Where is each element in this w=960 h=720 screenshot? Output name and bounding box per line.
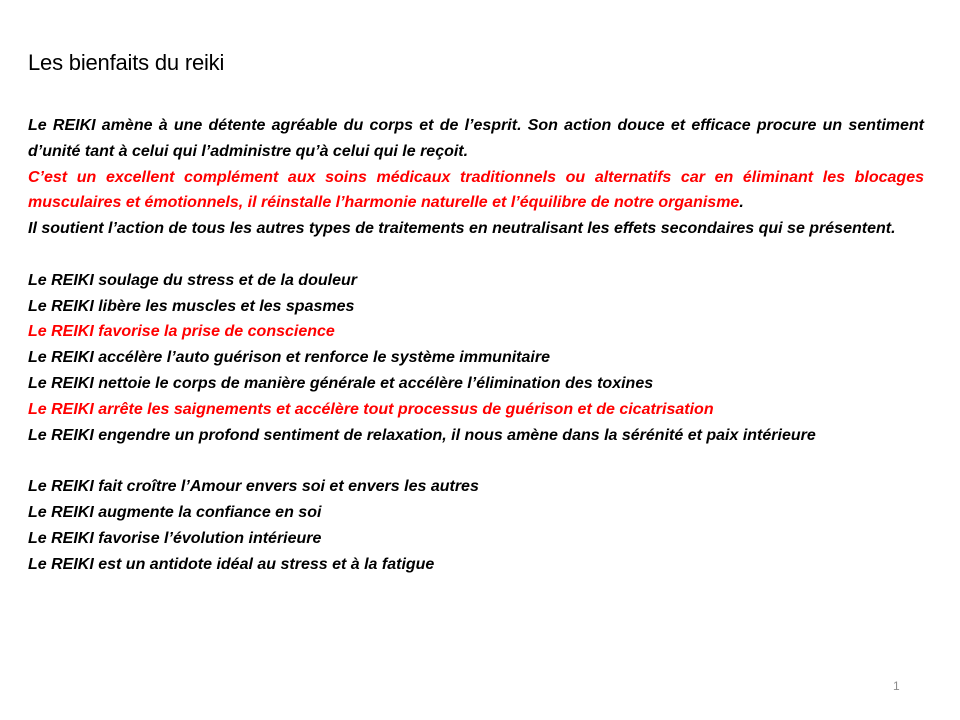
benefits-list-2 bbox=[28, 474, 924, 577]
list-item: Le REIKI fait croître l’Amour envers soi et envers les autres bbox=[28, 478, 479, 496]
spacer bbox=[28, 448, 924, 474]
intro-paragraph-1: Le REIKI amène à une détente agréable du corps et de l’esprit. Son action douce et efficace procure un sentiment d’unité tant à celui qui l’administre qu’à celui qui le reçoit. bbox=[28, 117, 924, 160]
list-item: Le REIKI est un antidote idéal au stress et à la fatigue bbox=[28, 555, 435, 573]
list-item: Le REIKI engendre un profond sentiment de relaxation, il nous amène dans la sérénité et paix intérieure bbox=[28, 426, 816, 444]
page-number: 1 bbox=[893, 679, 900, 693]
intro-paragraph-2-end: . bbox=[739, 194, 744, 212]
intro-paragraph-3: Il soutient l’action de tous les autres types de traitements en neutralisant les effets secondaires qui se présentent. bbox=[28, 220, 896, 238]
spacer bbox=[28, 242, 924, 268]
list-item: Le REIKI libère les muscles et les spasmes bbox=[28, 297, 355, 315]
intro-paragraph-2 bbox=[28, 165, 924, 217]
benefits-list-1 bbox=[28, 268, 924, 449]
list-item: Le REIKI accélère l’auto guérison et renforce le système immunitaire bbox=[28, 349, 550, 367]
list-item: Le REIKI nettoie le corps de manière générale et accélère l’élimination des toxines bbox=[28, 374, 654, 392]
slide-body bbox=[28, 113, 924, 577]
list-item: Le REIKI favorise la prise de conscience bbox=[28, 323, 335, 341]
slide-title: Les bienfaits du reiki bbox=[28, 50, 225, 75]
list-item: Le REIKI augmente la confiance en soi bbox=[28, 503, 322, 521]
list-item: Le REIKI soulage du stress et de la douleur bbox=[28, 271, 357, 289]
list-item: Le REIKI favorise l’évolution intérieure bbox=[28, 529, 322, 547]
list-item: Le REIKI arrête les saignements et accélère tout processus de guérison et de cicatrisation bbox=[28, 400, 714, 418]
intro-paragraph-2-highlight: C’est un excellent complément aux soins médicaux traditionnels ou alternatifs car en éliminant les blocages musculaires et émotionnels, il réinstalle l’harmonie naturelle et l’équilibre de notre organisme bbox=[28, 168, 924, 212]
